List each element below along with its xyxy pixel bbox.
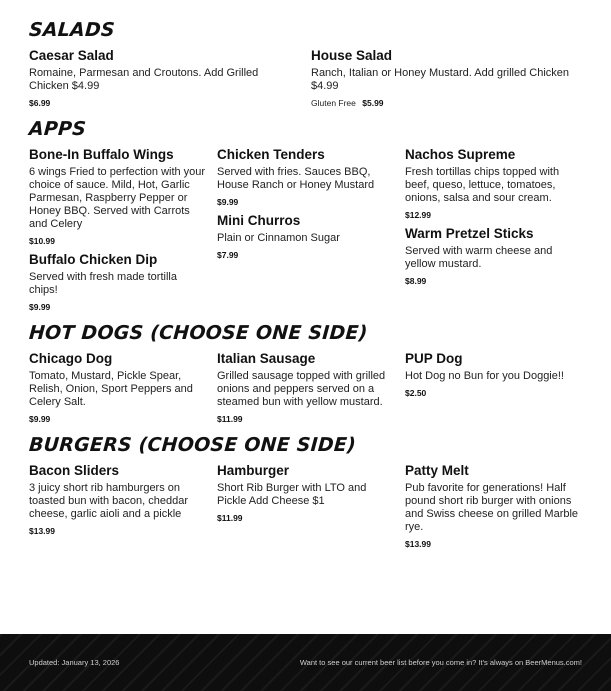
item-name: Bacon Sliders (29, 463, 120, 478)
item-description: Short Rib Burger with LTO and Pickle Add Cheese $1 (217, 482, 367, 507)
item-price: $9.99 (29, 414, 51, 424)
section-title-apps: APPS (28, 118, 87, 140)
item-price: $13.99 (405, 539, 431, 549)
item-description: Hot Dog no Bun for you Doggie!! (405, 370, 564, 382)
item-description: Pub favorite for generations! Half pound short rib burger with onions and Swiss cheese on grilled Marble rye. (405, 482, 579, 533)
item-name: Buffalo Chicken Dip (29, 252, 158, 267)
menu-item-mini-churros (217, 213, 397, 260)
item-price: $12.99 (405, 210, 431, 220)
item-description: Fresh tortillas chips topped with beef, queso, lettuce, tomatoes, onions, salsa and sour cream. (405, 166, 560, 204)
item-name: Nachos Supreme (405, 147, 516, 162)
item-description: 3 juicy short rib hamburgers on toasted bun with bacon, cheddar cheese, garlic aioli and a pickle (29, 482, 189, 520)
item-price: $10.99 (29, 236, 55, 246)
item-name: Patty Melt (405, 463, 469, 478)
menu-item-caesar-salad (29, 48, 279, 108)
menu-item-nachos-supreme (405, 147, 580, 220)
section-title-salads: SALADS (28, 19, 116, 41)
item-name: Italian Sausage (217, 351, 316, 366)
item-price: $9.99 (217, 197, 239, 207)
menu-item-buffalo-wings (29, 147, 211, 246)
beer-menus-note: Want to see our current beer list before you come in? It's always on BeerMenus.com! (299, 658, 582, 667)
menu-item-bacon-sliders (29, 463, 211, 536)
item-name: Mini Churros (217, 213, 301, 228)
item-price: $11.99 (217, 414, 243, 424)
menu-item-chicago-dog (29, 351, 211, 424)
item-price: $7.99 (217, 250, 239, 260)
item-name: Bone-In Buffalo Wings (29, 147, 174, 162)
item-description: Tomato, Mustard, Pickle Spear, Relish, Onion, Sport Peppers and Celery Salt. (29, 370, 193, 408)
item-price: $9.99 (29, 302, 51, 312)
item-name: Hamburger (217, 463, 290, 478)
item-name: Caesar Salad (29, 48, 114, 63)
item-name: Chicken Tenders (217, 147, 325, 162)
item-description: Served with fresh made tortilla chips! (29, 271, 177, 296)
gluten-free-label: Gluten Free (311, 98, 356, 108)
price-row (311, 98, 581, 108)
menu-item-pup-dog (405, 351, 580, 398)
menu-item-buffalo-chicken-dip (29, 252, 199, 312)
item-name: PUP Dog (405, 351, 463, 366)
section-title-hot-dogs: HOT DOGS (CHOOSE ONE SIDE) (28, 322, 369, 344)
item-description: Romaine, Parmesan and Croutons. Add Grilled Chicken $4.99 (29, 67, 259, 92)
updated-date: Updated: January 13, 2026 (29, 658, 120, 667)
item-description: Plain or Cinnamon Sugar (217, 232, 340, 244)
item-description: 6 wings Fried to perfection with your choice of sauce. Mild, Hot, Garlic Parmesan, Raspberry Pepper or Honey BBQ. Served with Carrots and Celery (29, 166, 206, 230)
item-price: $13.99 (29, 526, 55, 536)
item-name: House Salad (311, 48, 393, 63)
menu-item-warm-pretzel-sticks (405, 226, 580, 286)
menu-item-chicken-tenders (217, 147, 397, 207)
menu-item-house-salad (311, 48, 581, 108)
item-description: Grilled sausage topped with grilled onions and peppers served on a steamed bun with yellow mustard. (217, 370, 386, 408)
item-price: $2.50 (405, 388, 427, 398)
item-description: Ranch, Italian or Honey Mustard. Add grilled Chicken $4.99 (311, 67, 570, 92)
menu-item-patty-melt (405, 463, 583, 549)
item-description: Served with warm cheese and yellow mustard. (405, 245, 553, 270)
item-price: $11.99 (217, 513, 243, 523)
menu-item-hamburger (217, 463, 392, 523)
item-name: Chicago Dog (29, 351, 113, 366)
footer-bar (0, 634, 611, 691)
item-price: $6.99 (29, 98, 51, 108)
menu-item-italian-sausage (217, 351, 397, 424)
item-price: $8.99 (405, 276, 427, 286)
section-title-burgers: BURGERS (CHOOSE ONE SIDE) (28, 434, 357, 456)
item-price: $5.99 (362, 98, 384, 108)
item-name: Warm Pretzel Sticks (405, 226, 534, 241)
item-description: Served with fries. Sauces BBQ, House Ranch or Honey Mustard (217, 166, 375, 191)
